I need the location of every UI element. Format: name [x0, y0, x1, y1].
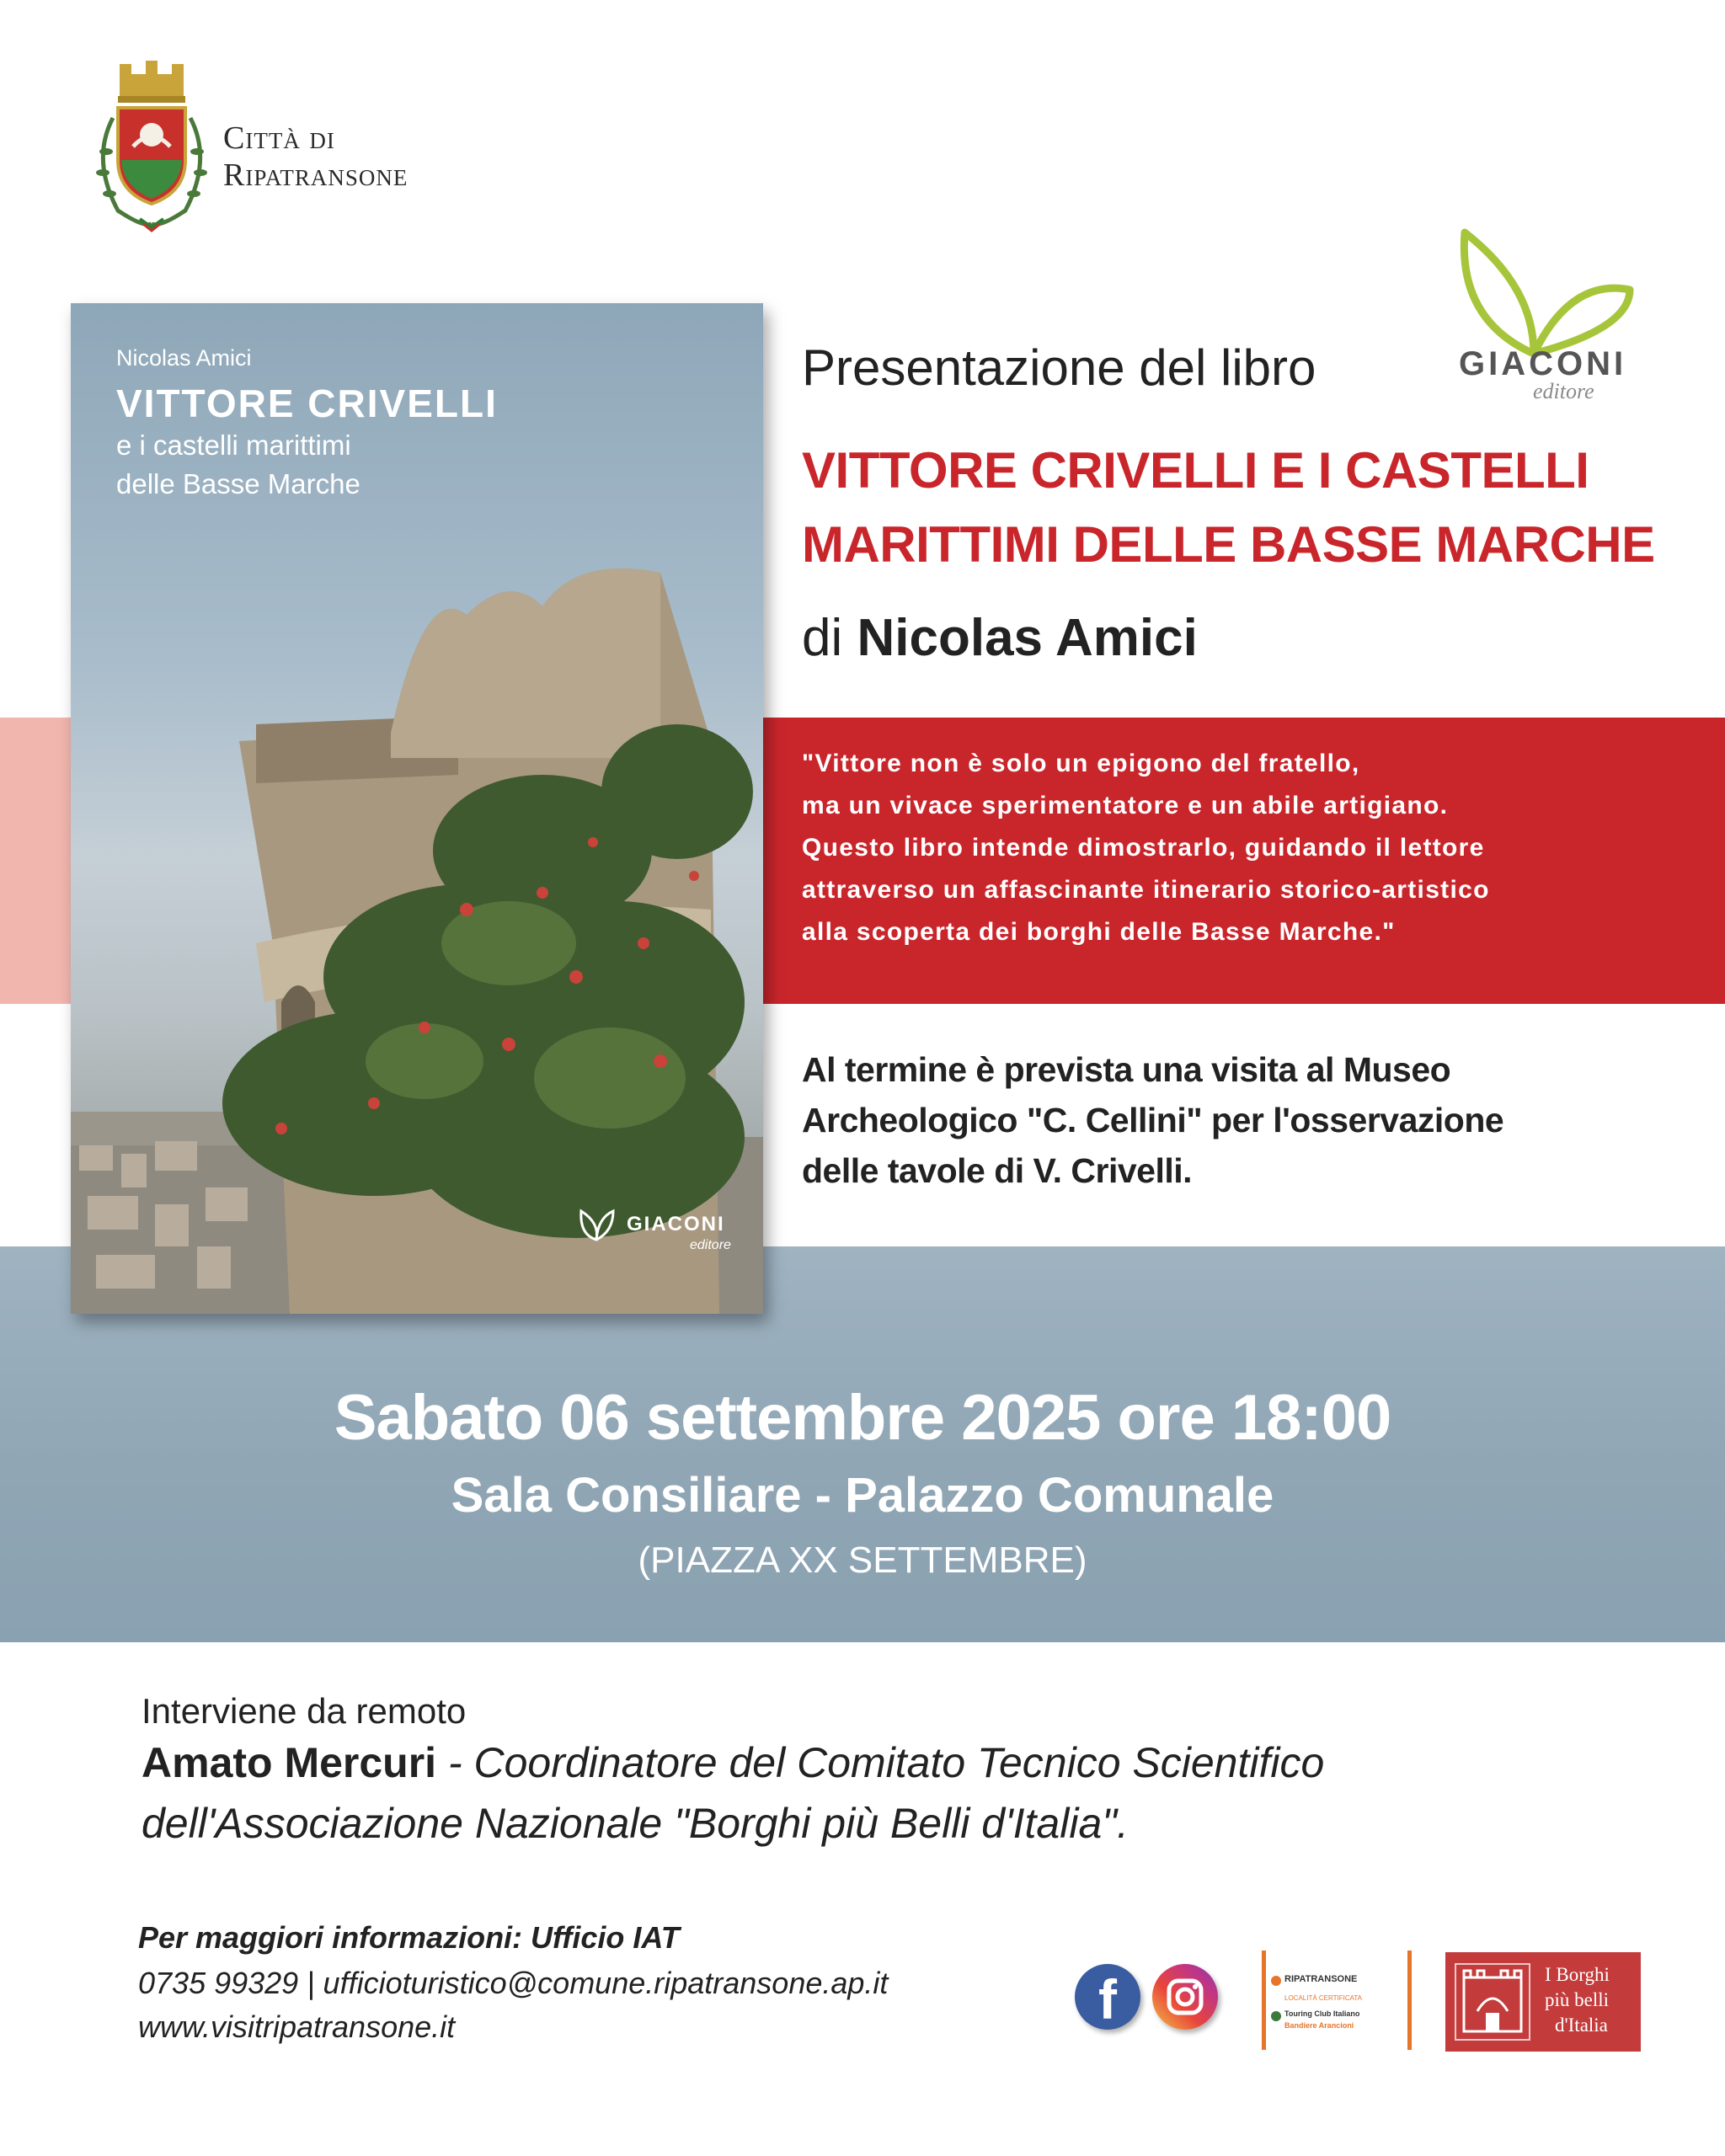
- visit-line: Al termine è prevista una visita al Museo: [802, 1050, 1451, 1089]
- speaker-role-line2: dell'Associazione Nazionale "Borghi più Belli d'Italia".: [142, 1800, 1129, 1847]
- speaker-name: Amato Mercuri: [142, 1739, 437, 1786]
- quote-line: "Vittore non è solo un epigono del fratello,: [802, 750, 1360, 777]
- book-title-line1: VITTORE CRIVELLI E I CASTELLI: [802, 442, 1589, 499]
- website-link[interactable]: www.visitripatransone.it: [138, 2009, 456, 2044]
- borghi-text-line2: più belli: [1545, 1989, 1610, 2010]
- borghi-text-line1: I Borghi: [1545, 1964, 1610, 1985]
- book-author-line: [802, 608, 1198, 668]
- book-cover-subtitle-line1: e i castelli marittimi: [116, 430, 351, 461]
- book-cover-subtitle-line2: delle Basse Marche: [116, 468, 360, 499]
- speaker-intro: Interviene da remoto: [142, 1691, 467, 1731]
- event-datetime: Sabato 06 settembre 2025 ore 18:00: [334, 1382, 1391, 1454]
- by-label: di: [802, 609, 843, 667]
- speaker-line1: [142, 1738, 1324, 1787]
- contact-line[interactable]: 0735 99329 | ufficioturistico@comune.ripatransone.ap.it: [138, 1966, 889, 2000]
- quote-line: attraverso un affascinante itinerario storico-artistico: [802, 876, 1490, 904]
- visit-line: delle tavole di V. Crivelli.: [802, 1151, 1193, 1190]
- bandiera-arancione-badge: [1262, 1951, 1412, 2050]
- orange-dot-icon: [1271, 1976, 1281, 1986]
- tci-org: Touring Club Italiano: [1284, 2009, 1360, 2018]
- borghi-piu-belli-badge: [1445, 1952, 1641, 2052]
- event-venue: Sala Consiliare - Palazzo Comunale: [451, 1468, 1274, 1523]
- borghi-text-line3: d'Italia: [1555, 2015, 1608, 2036]
- tci-town: RIPATRANSONE: [1284, 1974, 1358, 1984]
- quote-line: Questo libro intende dimostrarlo, guidando il lettore: [802, 834, 1485, 862]
- book-cover: [71, 303, 763, 1314]
- event-address: (PIAZZA XX SETTEMBRE): [638, 1540, 1087, 1581]
- museum-visit-note: [802, 1044, 1503, 1196]
- pink-accent-band: [0, 718, 76, 1004]
- facebook-icon[interactable]: f: [1075, 1964, 1140, 2030]
- visit-line: Archeologico "C. Cellini" per l'osservazione: [802, 1101, 1504, 1139]
- publisher-logo-name: GIACONI: [1459, 345, 1627, 382]
- presentation-intro: Presentazione del libro: [802, 339, 1316, 396]
- tci-award: Bandiere Arancioni: [1284, 2021, 1354, 2030]
- info-heading: Per maggiori informazioni: Ufficio IAT: [138, 1920, 680, 1955]
- tci-label: LOCALITÀ CERTIFICATA: [1284, 1994, 1363, 2002]
- book-cover-author: Nicolas Amici: [116, 345, 252, 371]
- city-crest-logo: [84, 59, 219, 236]
- quote-line: ma un vivace sperimentatore e un abile artigiano.: [802, 792, 1449, 819]
- book-cover-title: VITTORE CRIVELLI: [116, 382, 498, 425]
- author-name: Nicolas Amici: [857, 609, 1198, 667]
- book-quote: [802, 743, 1490, 953]
- quote-line: alla scoperta dei borghi delle Basse Marche.": [802, 918, 1396, 946]
- borghi-castle-icon: [1452, 1961, 1533, 2043]
- city-name-line1: Città di: [223, 120, 335, 156]
- instagram-icon[interactable]: [1152, 1964, 1218, 2030]
- book-cover-publisher: GIACONI: [627, 1213, 725, 1235]
- speaker-role-line1: - Coordinatore del Comitato Tecnico Scientifico: [436, 1739, 1325, 1786]
- book-title-line2: MARITTIMI DELLE BASSE MARCHE: [802, 516, 1655, 573]
- publisher-logo-sub: editore: [1533, 379, 1594, 403]
- book-cover-publisher-sub: editore: [690, 1238, 731, 1252]
- city-name-line2: Ripatransone: [223, 157, 409, 193]
- tci-emblem-icon: [1271, 2011, 1281, 2021]
